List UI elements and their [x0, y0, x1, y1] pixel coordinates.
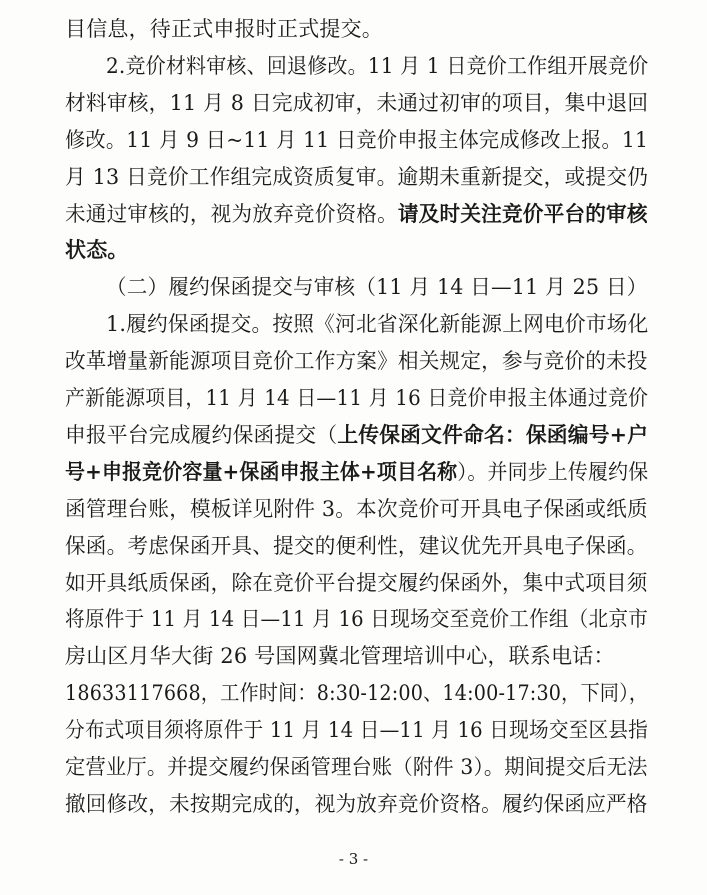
text-line: [106, 51, 649, 81]
text-segment: 未通过审核的，视为放弃竞价资格。: [65, 201, 398, 226]
text-segment: 月 13 日竞价工作组完成资质复审。逾期未重新提交，或提交仍: [65, 164, 649, 189]
text-line: [65, 88, 649, 118]
bold-text-segment: 请及时关注竞价平台的审核: [397, 200, 648, 226]
text-line: [65, 457, 649, 487]
text-line: [65, 531, 648, 561]
text-segment: 申报平台完成履约保函提交（: [65, 422, 338, 447]
text-segment: 将原件于 11 月 14 日—11 月 16 日现场交至竞价工作组（北京市: [65, 607, 649, 632]
text-line: [65, 604, 649, 634]
text-segment: 房山区月华大街 26 号国网冀北管理培训中心，联系电话：: [65, 644, 615, 669]
text-segment: 材料审核，11 月 8 日完成初审，未通过初审的项目，集中退回: [65, 90, 649, 115]
text-segment: 保函。考虑保函开具、提交的便利性，建议优先开具电子保函。: [65, 533, 648, 558]
text-line: [65, 235, 648, 265]
text-segment: 撤回修改，未按期完成的，视为放弃竞价资格。履约保函应严格: [65, 791, 648, 816]
bold-text-segment: 上传保函文件命名：保函编号+户: [337, 421, 649, 447]
text-segment: 如开具纸质保函，除在竞价平台提交履约保函外，集中式项目须: [65, 570, 648, 595]
text-segment: ）。并同步上传履约保: [457, 459, 649, 484]
text-segment: 2.竞价材料审核、回退修改。: [106, 53, 368, 78]
text-line: [65, 752, 648, 782]
text-segment: 定营业厅。并提交履约保函管理台账（附件 3）。期间提交后无法: [65, 755, 648, 779]
page-number: - 3 -: [338, 850, 369, 868]
text-line: [106, 272, 648, 302]
text-line: [65, 14, 648, 44]
text-line: [65, 678, 649, 708]
text-line: [65, 568, 648, 598]
text-line: [65, 199, 648, 229]
text-line: [65, 789, 648, 819]
text-line: [65, 162, 649, 192]
text-segment: 函管理台账，模板详见附件 3。本次竞价可开具电子保函或纸质: [65, 496, 648, 521]
text-segment: 改革增量新能源项目竞价工作方案》相关规定，参与竞价的未投: [65, 349, 648, 374]
text-segment: （二）履约保函提交与审核（11 月 14 日—11 月 25 日）: [106, 275, 648, 300]
text-line: [65, 383, 649, 413]
text-segment: 产新能源项目，11 月 14 日—11 月 16 日竞价申报主体通过竞价: [65, 386, 649, 410]
text-segment: 分布式项目须将原件于 11 月 14 日—11 月 16 日现场交至区县指: [65, 718, 649, 743]
text-line: [65, 420, 649, 450]
text-segment: 11 月 1 日竞价工作组开展竞价: [367, 53, 649, 78]
text-segment: 修改。11 月 9 日~11 月 11 日竞价申报主体完成修改上报。11: [65, 127, 649, 152]
text-segment: 18633117668，工作时间：8:30-12:00、14:00-17:30，下同），: [65, 681, 649, 706]
text-segment: 1.履约保函提交。按照《河北省深化新能源上网电价市场化: [106, 312, 649, 337]
bold-text-segment: 状态。: [65, 237, 129, 263]
text-line: [65, 715, 649, 745]
text-line: [65, 641, 648, 671]
text-line: [65, 494, 648, 524]
text-line: [65, 125, 649, 155]
text-line: [106, 309, 649, 339]
text-line: [65, 346, 648, 376]
bold-text-segment: 号+申报竞价容量+保函申报主体+项目名称: [65, 458, 458, 484]
text-segment: 目信息，待正式申报时正式提交。: [65, 17, 383, 41]
